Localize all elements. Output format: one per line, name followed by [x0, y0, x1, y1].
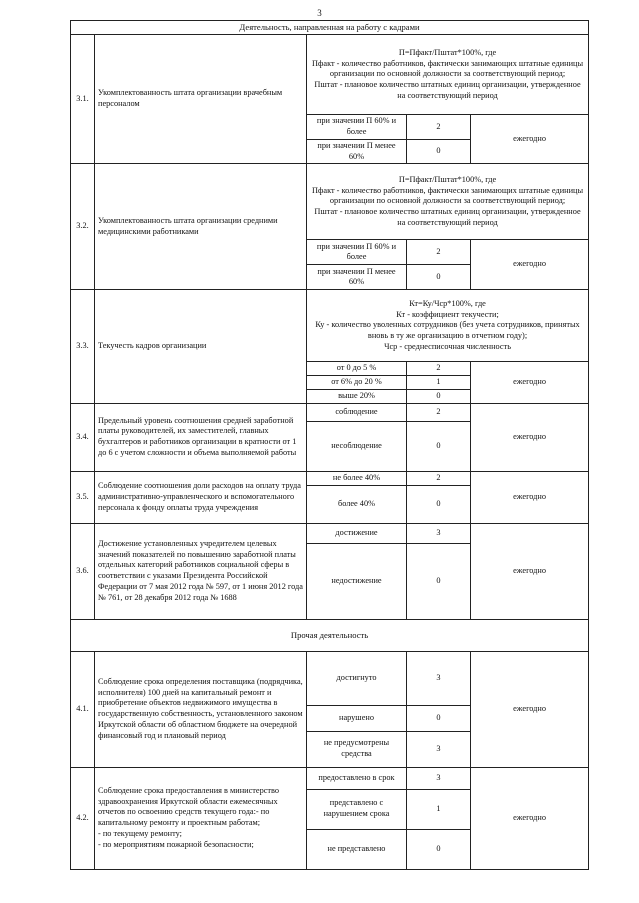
- condition-cell: выше 20%: [307, 389, 407, 403]
- period-cell: ежегодно: [471, 471, 589, 523]
- condition-cell: при значении П 60% и более: [307, 240, 407, 265]
- points-cell: 0: [407, 139, 471, 164]
- points-cell: 0: [407, 705, 471, 731]
- condition-cell: от 0 до 5 %: [307, 362, 407, 376]
- period-cell: ежегодно: [471, 115, 589, 164]
- condition-cell: достигнуто: [307, 651, 407, 705]
- formula-cell: П=Пфакт/Пштат*100%, где Пфакт - количество работников, фактически занимающих штатные единицы организации по основной должности за соответствующий период; Пштат - плановое количество штатных единиц организации, утвержденное на соответствующий период: [307, 164, 589, 240]
- points-cell: 2: [407, 362, 471, 376]
- row-number: 3.1.: [71, 35, 95, 164]
- indicator-cell: Укомплектованность штата организации средними медицинскими работниками: [95, 164, 307, 290]
- row-number: 3.4.: [71, 403, 95, 471]
- points-cell: 0: [407, 421, 471, 471]
- points-cell: 2: [407, 115, 471, 140]
- formula-cell: Кт=Ку/Чср*100%, где Кт - коэффициент текучести; Ку - количество уволенных сотрудников (без учета сотрудников, принятых вновь в ту же организацию в отчетном году); Чср - среднесписочная численность: [307, 290, 589, 362]
- period-cell: ежегодно: [471, 523, 589, 619]
- points-cell: 3: [407, 731, 471, 767]
- points-cell: 2: [407, 240, 471, 265]
- condition-cell: не представлено: [307, 829, 407, 869]
- condition-cell: от 6% до 20 %: [307, 376, 407, 390]
- row-number: 4.1.: [71, 651, 95, 767]
- period-cell: ежегодно: [471, 767, 589, 869]
- points-cell: 0: [407, 265, 471, 290]
- points-cell: 0: [407, 389, 471, 403]
- condition-cell: нарушено: [307, 705, 407, 731]
- points-cell: 2: [407, 403, 471, 421]
- formula-cell: П=Пфакт/Пштат*100%, где Пфакт - количество работников, фактически занимающих штатные единицы организации по основной должности за соответствующий период; Пштат - плановое количество штатных единиц организации, утвержденное на соответствующий период: [307, 35, 589, 115]
- row-number: 3.5.: [71, 471, 95, 523]
- row-number: 3.3.: [71, 290, 95, 403]
- indicator-cell: Соблюдение срока предоставления в министерство здравоохранения Иркутской области ежемесячных отчетов по освоению средств текущего года:- по капитальному ремонту и проектным работам; - по текущему ремонту; - по мероприятиям пожарной безопасности;: [95, 767, 307, 869]
- condition-cell: при значении П менее 60%: [307, 139, 407, 164]
- condition-cell: несоблюдение: [307, 421, 407, 471]
- indicator-cell: Укомплектованность штата организации врачебным персоналом: [95, 35, 307, 164]
- condition-cell: не более 40%: [307, 471, 407, 485]
- indicator-cell: Соблюдение соотношения доли расходов на оплату труда административно-управленческого и вспомогательного персонала к фонду оплаты труда учреждения: [95, 471, 307, 523]
- condition-cell: при значении П менее 60%: [307, 265, 407, 290]
- condition-cell: соблюдение: [307, 403, 407, 421]
- row-number: 3.6.: [71, 523, 95, 619]
- points-cell: 3: [407, 523, 471, 543]
- row-number: 4.2.: [71, 767, 95, 869]
- points-cell: 1: [407, 376, 471, 390]
- section-title-other: Прочая деятельность: [71, 619, 589, 651]
- points-cell: 1: [407, 789, 471, 829]
- indicator-cell: Текучесть кадров организации: [95, 290, 307, 403]
- indicator-cell: Предельный уровень соотношения средней заработной платы руководителей, их заместителей, главных бухгалтеров и работников организации в кратности от 1 до 6 с учетом сложности и объема выполняемой работы: [95, 403, 307, 471]
- points-cell: 0: [407, 485, 471, 523]
- section-title-staff: Деятельность, направленная на работу с кадрами: [71, 21, 589, 35]
- period-cell: ежегодно: [471, 240, 589, 290]
- period-cell: ежегодно: [471, 403, 589, 471]
- condition-cell: достижение: [307, 523, 407, 543]
- points-cell: 2: [407, 471, 471, 485]
- criteria-table: [70, 20, 589, 870]
- page-number: 3: [317, 8, 322, 18]
- condition-cell: при значении П 60% и более: [307, 115, 407, 140]
- condition-cell: не предусмотрены средства: [307, 731, 407, 767]
- condition-cell: более 40%: [307, 485, 407, 523]
- condition-cell: предоставлено в срок: [307, 767, 407, 789]
- indicator-cell: Достижение установленных учредителем целевых значений показателей по повышению заработной платы отдельных категорий работников социальной сферы в соответствии с указами Президента Российской Федерации от 7 мая 2012 года № 597, от 1 июня 2012 года № 761, от 28 декабря 2012 года № 1688: [95, 523, 307, 619]
- points-cell: 3: [407, 767, 471, 789]
- row-number: 3.2.: [71, 164, 95, 290]
- period-cell: ежегодно: [471, 362, 589, 403]
- period-cell: ежегодно: [471, 651, 589, 767]
- indicator-cell: Соблюдение срока определения поставщика (подрядчика, исполнителя) 100 дней на капитальный ремонт и приобретение объектов недвижимого имущества в государственную собственность, установленного законом Иркутской области об областном бюджете на очередной финансовый год и плановый период: [95, 651, 307, 767]
- points-cell: 0: [407, 829, 471, 869]
- condition-cell: недостижение: [307, 543, 407, 619]
- points-cell: 3: [407, 651, 471, 705]
- points-cell: 0: [407, 543, 471, 619]
- condition-cell: представлено с нарушением срока: [307, 789, 407, 829]
